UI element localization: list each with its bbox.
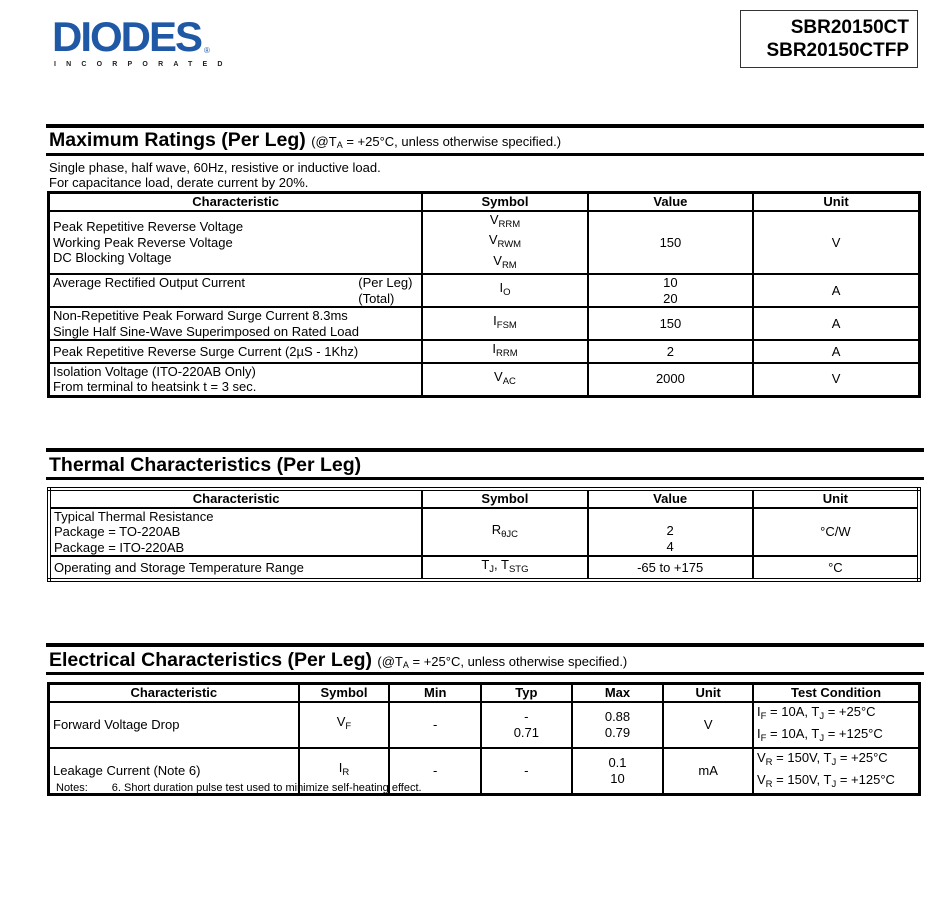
- col-header: Characteristic: [49, 684, 299, 702]
- test-condition-cell: $I_F = 10A$, $T_J = +25^\circ C$ $I_F = 10A$, $T_J = +125^\circ C$: [753, 702, 920, 748]
- section-title-max-ratings: [49, 129, 561, 156]
- section-condition: ($@T_A = +25^\circ C$, unless otherwise specified.): [311, 134, 562, 150]
- table-header-row: [49, 489, 919, 508]
- table-row: [49, 211, 920, 275]
- value-cell: 150: [588, 211, 753, 275]
- test-condition-cell: $V_R = 150V$, $T_J = +25^\circ C$ $V_R = 150V$, $T_J = +125^\circ C$: [753, 748, 920, 795]
- table-row: [49, 702, 920, 748]
- col-header: Unit: [663, 684, 753, 702]
- col-header: Typ: [481, 684, 572, 702]
- col-header: Value: [588, 489, 753, 508]
- footnotes: [56, 782, 422, 794]
- table-row: [49, 508, 919, 557]
- table-row: [49, 363, 920, 397]
- electrical-table: [47, 682, 921, 796]
- diodes-logo: [52, 14, 252, 70]
- col-header: Unit: [753, 193, 919, 211]
- table-row: [49, 556, 919, 580]
- characteristic-cell: Peak Repetitive Reverse Voltage Working Peak Reverse Voltage DC Blocking Voltage: [49, 211, 423, 275]
- typ-cell: -: [481, 748, 572, 795]
- symbol-cell: $I_{RRM}$: [422, 340, 587, 363]
- value-cell: 2: [588, 340, 753, 363]
- col-header: Unit: [753, 489, 919, 508]
- unit-cell: °C/W: [753, 508, 919, 557]
- logo-row: [52, 14, 210, 60]
- value-cell: 2000: [588, 363, 753, 397]
- symbol-cell: $I_{FSM}$: [422, 307, 587, 340]
- section-rule: [46, 672, 924, 675]
- symbol-cell: $V_{RRM}$ $V_{RWM}$ $V_{RM}$: [422, 211, 587, 275]
- part-number-box: [740, 10, 918, 68]
- note-item: 6. Short duration pulse test used to minimize self-heating effect.: [111, 782, 422, 794]
- unit-cell: V: [753, 211, 919, 275]
- col-header: Value: [588, 193, 753, 211]
- symbol-cell: $V_{AC}$: [422, 363, 587, 397]
- value-cell: -65 to +175: [588, 556, 753, 580]
- col-header: Symbol: [422, 193, 587, 211]
- table-row: [49, 340, 920, 363]
- value-cell: 150: [588, 307, 753, 340]
- section-condition: ($@T_A = +25^\circ C$, unless otherwise specified.): [377, 654, 628, 670]
- min-cell: -: [389, 702, 481, 748]
- col-header: Characteristic: [49, 489, 422, 508]
- section-rule: [46, 448, 924, 452]
- unit-cell: A: [753, 274, 919, 307]
- characteristic-cell: Forward Voltage Drop: [49, 702, 299, 748]
- table-row: [49, 307, 920, 340]
- logo-registered-mark: ®: [204, 46, 210, 55]
- symbol-cell: $T_J$, $T_{STG}$: [422, 556, 587, 580]
- characteristic-cell: Average Rectified Output Current (Per Leg) (Total): [49, 274, 423, 307]
- max-ratings-table: [47, 191, 921, 398]
- load-note: Single phase, half wave, 60Hz, resistive or inductive load.: [49, 160, 381, 175]
- section-rule: [46, 643, 924, 647]
- part-number: SBR20150CT: [790, 17, 909, 38]
- col-header: Test Condition: [753, 684, 920, 702]
- table-header-row: [49, 684, 920, 702]
- section-rule: [46, 153, 924, 156]
- typ-cell: - 0.71: [481, 702, 572, 748]
- notes-label: Notes:: [56, 782, 88, 794]
- table-header-row: [49, 193, 920, 211]
- col-header: Min: [389, 684, 481, 702]
- part-number: SBR20150CTFP: [766, 40, 909, 61]
- max-cell: 0.1 10: [572, 748, 664, 795]
- unit-cell: mA: [663, 748, 753, 795]
- unit-cell: A: [753, 340, 919, 363]
- section-rule: [46, 477, 924, 480]
- characteristic-cell: Non-Repetitive Peak Forward Surge Current 8.3ms Single Half Sine-Wave Superimposed on Rated Load: [49, 307, 423, 340]
- symbol-cell: $R_{\theta JC}$: [422, 508, 587, 557]
- thermal-table: [47, 487, 921, 582]
- table-row: [49, 274, 920, 307]
- max-cell: 0.88 0.79: [572, 702, 664, 748]
- col-header: Symbol: [422, 489, 587, 508]
- col-header: Max: [572, 684, 664, 702]
- section-title-text: Electrical Characteristics (Per Leg): [49, 649, 372, 671]
- unit-cell: °C: [753, 556, 919, 580]
- min-cell: -: [389, 748, 481, 795]
- characteristic-cell: Peak Repetitive Reverse Surge Current (2µS - 1Khz): [49, 340, 423, 363]
- unit-cell: V: [663, 702, 753, 748]
- logo-wordmark: DIODES: [52, 13, 202, 60]
- logo-subtext: INCORPORATED: [54, 61, 233, 68]
- load-note: For capacitance load, derate current by 20%.: [49, 175, 309, 190]
- col-header: Characteristic: [49, 193, 423, 211]
- symbol-cell: $V_F$: [299, 702, 390, 748]
- symbol-cell: $I_O$: [422, 274, 587, 307]
- characteristic-cell: Leakage Current (Note 6): [49, 748, 299, 795]
- value-cell: 2 4: [588, 508, 753, 557]
- characteristic-cell: Isolation Voltage (ITO-220AB Only) From terminal to heatsink t = 3 sec.: [49, 363, 423, 397]
- value-cell: 10 20: [588, 274, 753, 307]
- unit-cell: V: [753, 363, 919, 397]
- section-rule: [46, 124, 924, 128]
- section-title-text: Maximum Ratings (Per Leg): [49, 129, 306, 151]
- unit-cell: A: [753, 307, 919, 340]
- symbol-cell: $I_R$: [299, 748, 390, 795]
- section-title-thermal: Thermal Characteristics (Per Leg): [49, 454, 362, 476]
- col-header: Symbol: [299, 684, 390, 702]
- characteristic-cell: Operating and Storage Temperature Range: [49, 556, 422, 580]
- characteristic-cell: Typical Thermal Resistance Package = TO-220AB Package = ITO-220AB: [49, 508, 422, 557]
